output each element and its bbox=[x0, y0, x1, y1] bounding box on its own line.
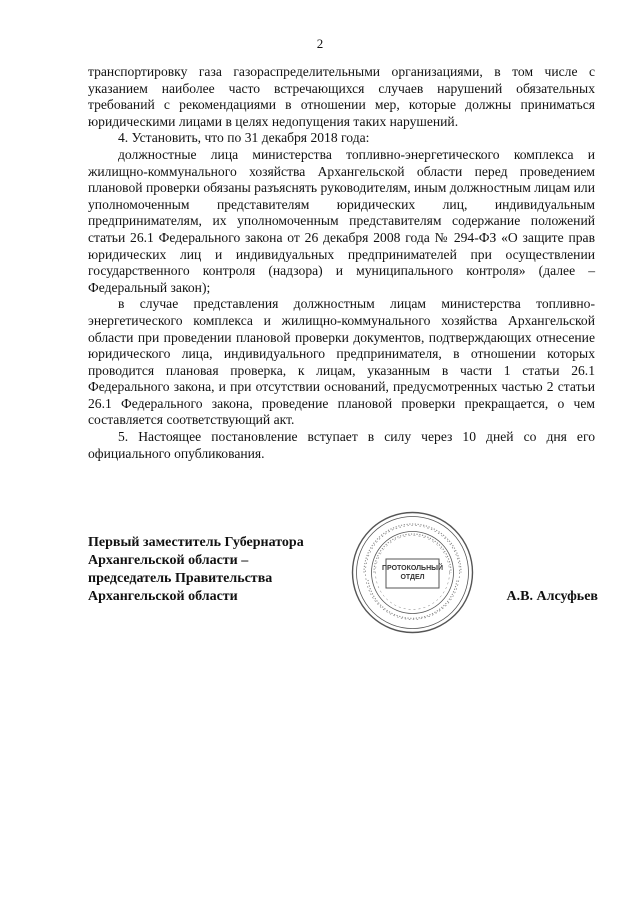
paragraph: транспортировку газа газораспределительными организациями, в том числе с указанием наиболее часто встречающихся случаев нарушений обязательных требований с рекомендациями в отношении мер, которые должны приниматься юридическими лицами в целях недопущения таких нарушений. bbox=[88, 64, 595, 129]
signatory-title-line: Архангельской области bbox=[88, 589, 238, 604]
official-seal bbox=[350, 510, 475, 635]
signatory-name: А.В. Алсуфьев bbox=[506, 589, 598, 604]
signatory-title-line: Архангельской области – bbox=[88, 553, 249, 568]
document-body bbox=[88, 64, 595, 462]
seal-text: ОТДЕЛ bbox=[400, 574, 425, 581]
page-number: 2 bbox=[316, 36, 324, 51]
signatory-title bbox=[88, 534, 304, 606]
paragraph: 5. Настоящее постановление вступает в силу через 10 дней со дня его официального опубликования. bbox=[88, 429, 595, 461]
signatory-title-line: Первый заместитель Губернатора bbox=[88, 535, 304, 550]
paragraph: 4. Установить, что по 31 декабря 2018 года: bbox=[118, 130, 370, 146]
paragraph: должностные лица министерства топливно-энергетического комплекса и жилищно-коммунального хозяйства Архангельской области перед проведением плановой проверки обязаны разъяснять руководителям, иным должностным лицам или уполномоченным представителям юридических лиц, индивидуальным предпринимателям, их уполномоченным представителям содержание положений статьи 26.1 Федерального закона от 26 декабря 2008 года № 294-ФЗ «О защите прав юридических лиц и индивидуальных предпринимателей при осуществлении государственного контроля (надзора) и муниципального контроля» (далее – Федеральный закон); bbox=[88, 146, 595, 295]
seal-text: ПРОТОКОЛЬНЫЙ bbox=[381, 565, 444, 572]
seal-label bbox=[381, 560, 444, 586]
signatory-title-line: председатель Правительства bbox=[88, 571, 273, 586]
paragraph: в случае представления должностным лицам министерства топливно-энергетического комплекса и жилищно-коммунального хозяйства Архангельской области при проведении плановой проверки документов, подтверждающих отнесение юридического лица, индивидуального предпринимателя, в отношении которых проводится плановая проверка, к лицам, указанным в части 1 статьи 26.1 Федерального закона, и при отсутствии оснований, предусмотренных частью 2 статьи 26.1 Федерального закона, проведение плановой проверки прекращается, о чем составляется соответствующий акт. bbox=[88, 296, 595, 428]
